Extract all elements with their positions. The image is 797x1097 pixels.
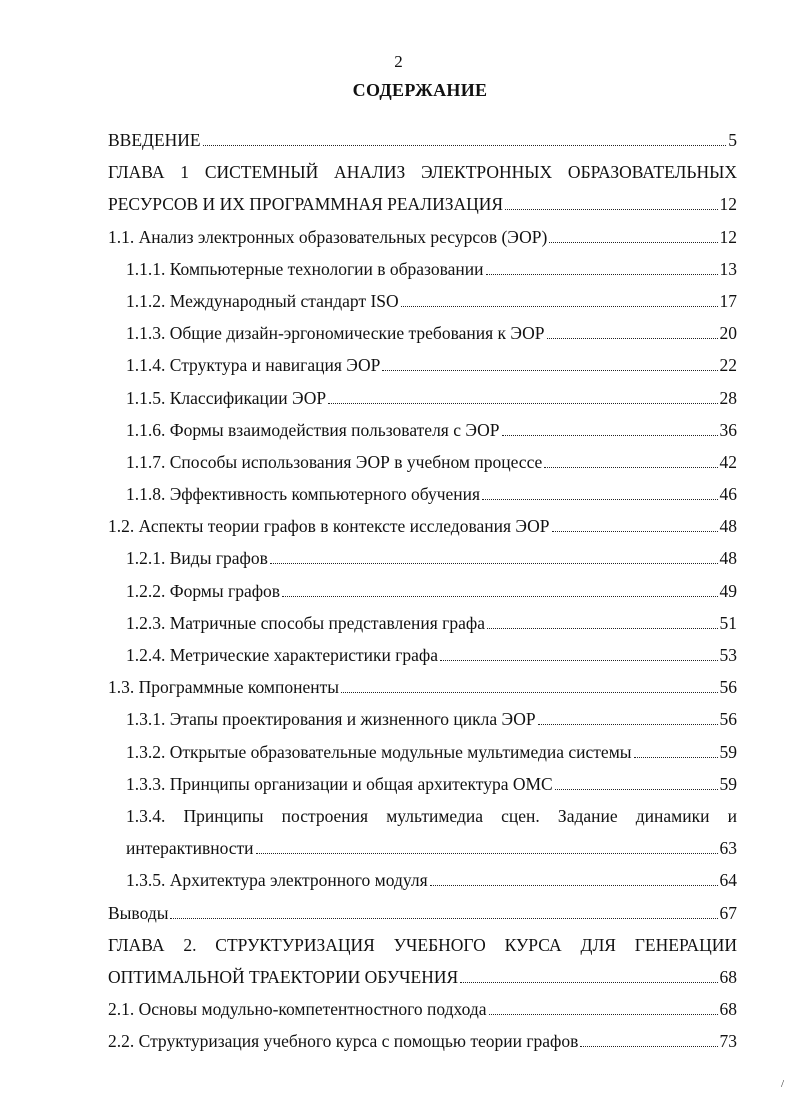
toc-entry[interactable] (108, 221, 737, 253)
toc-leader-dots (203, 145, 727, 146)
toc-leader-dots (482, 499, 717, 500)
toc-entry-label: 1.2.2. Формы графов (126, 580, 281, 601)
toc-entry-label: 1.1.7. Способы использования ЭОР в учебном процессе (126, 451, 543, 472)
toc-entry-label-line1: ГЛАВА 2. СТРУКТУРИЗАЦИЯ УЧЕБНОГО КУРСА ДЛЯ ГЕНЕРАЦИИ (108, 934, 737, 955)
toc-leader-dots (486, 274, 718, 275)
toc-entry[interactable] (108, 349, 737, 381)
toc-entry-label: 1.1.6. Формы взаимодействия пользователя с ЭОР (126, 419, 500, 440)
toc-page-number: 5 (728, 130, 737, 150)
toc-entry[interactable] (108, 639, 737, 671)
toc-entry-label-line2: РЕСУРСОВ И ИХ ПРОГРАММНАЯ РЕАЛИЗАЦИЯ (108, 194, 504, 215)
toc-leader-dots (256, 853, 718, 854)
toc-entry-label: 1.1.8. Эффективность компьютерного обучения (126, 484, 481, 505)
toc-entry[interactable] (108, 382, 737, 414)
toc-entry[interactable] (108, 317, 737, 349)
toc-page-number: 17 (719, 290, 737, 311)
toc-leader-dots (382, 370, 717, 371)
toc-page-number: 48 (719, 548, 737, 569)
toc-entry-label: 1.2. Аспекты теории графов в контексте исследования ЭОР (108, 516, 550, 537)
toc-entry-label-line2: ОПТИМАЛЬНОЙ ТРАЕКТОРИИ ОБУЧЕНИЯ (108, 966, 459, 987)
toc-leader-dots (555, 789, 718, 790)
toc-entry[interactable] (108, 414, 737, 446)
toc-entry[interactable] (108, 542, 737, 574)
toc-page-number: 73 (719, 1031, 737, 1052)
toc-entry[interactable] (108, 156, 737, 220)
toc-entry[interactable] (108, 607, 737, 639)
toc-entry-label: 1.3. Программные компоненты (108, 677, 339, 698)
toc-entry-label: 1.1.3. Общие дизайн-эргономические требования к ЭОР (126, 323, 545, 344)
toc-entry-label-line1: ГЛАВА 1 СИСТЕМНЫЙ АНАЛИЗ ЭЛЕКТРОННЫХ ОБРАЗОВАТЕЛЬНЫХ (108, 162, 737, 183)
toc-entry[interactable] (108, 703, 737, 735)
toc-leader-dots (270, 563, 718, 564)
toc-entry-label: 1.2.3. Матричные способы представления графа (126, 612, 485, 633)
toc-entry-label: 1.2.1. Виды графов (126, 548, 268, 569)
toc-entry-label: 2.1. Основы модульно-компетентностного подхода (108, 999, 487, 1020)
table-of-contents (108, 124, 737, 1057)
toc-page-number: 12 (719, 226, 737, 247)
toc-entry-label: 1.1.4. Структура и навигация ЭОР (126, 355, 381, 376)
scan-mark: / (781, 1078, 785, 1090)
toc-entry[interactable] (108, 864, 737, 896)
toc-leader-dots (401, 306, 718, 307)
toc-leader-dots (634, 757, 718, 758)
toc-leader-dots (544, 467, 717, 468)
toc-page-number: 56 (719, 709, 737, 730)
toc-entry-label: 1.3.3. Принципы организации и общая архитектура ОМС (126, 773, 553, 794)
toc-entry-label-line1: 1.3.4. Принципы построения мультимедиа сцен. Задание динамики и (126, 805, 737, 826)
toc-entry[interactable] (108, 253, 737, 285)
toc-page-number: 56 (719, 677, 737, 698)
toc-entry-label: Выводы (108, 902, 169, 923)
toc-page-number: 42 (719, 451, 737, 472)
toc-leader-dots (328, 403, 717, 404)
toc-page-number: 28 (719, 387, 737, 408)
toc-leader-dots (538, 724, 718, 725)
toc-page-number: 12 (719, 194, 737, 215)
toc-leader-dots (460, 982, 717, 983)
toc-entry[interactable] (108, 800, 737, 864)
toc-entry[interactable] (108, 993, 737, 1025)
toc-leader-dots (549, 242, 717, 243)
toc-entry[interactable] (108, 736, 737, 768)
toc-entry-label: 1.1.5. Классификации ЭОР (126, 387, 327, 408)
toc-entry[interactable] (108, 285, 737, 317)
toc-page-number: 20 (719, 323, 737, 344)
toc-leader-dots (282, 596, 717, 597)
toc-entry[interactable] (108, 897, 737, 929)
toc-entry[interactable] (108, 446, 737, 478)
toc-leader-dots (502, 435, 718, 436)
toc-entry-label: ВВЕДЕНИЕ (108, 130, 201, 150)
page-number: 2 (394, 52, 403, 71)
toc-entry[interactable] (108, 929, 737, 993)
toc-page-number: 68 (719, 966, 737, 987)
toc-page-number: 64 (719, 870, 737, 891)
toc-entry[interactable] (108, 768, 737, 800)
toc-entry[interactable] (108, 1025, 737, 1057)
toc-entry-label: 2.2. Структуризация учебного курса с помощью теории графов (108, 1031, 579, 1052)
toc-entry[interactable] (108, 124, 737, 156)
toc-leader-dots (440, 660, 717, 661)
toc-entry[interactable] (108, 671, 737, 703)
toc-leader-dots (580, 1046, 717, 1047)
toc-page-number: 22 (719, 355, 737, 376)
toc-entry-label: 1.3.5. Архитектура электронного модуля (126, 870, 428, 891)
toc-leader-dots (170, 918, 717, 919)
toc-page-number: 63 (719, 838, 737, 859)
toc-leader-dots (505, 209, 717, 210)
toc-entry-label: 1.1.2. Международный стандарт ISO (126, 290, 399, 311)
toc-entry-label: 1.3.1. Этапы проектирования и жизненного цикла ЭОР (126, 709, 536, 730)
toc-page-number: 59 (719, 741, 737, 762)
toc-entry[interactable] (108, 510, 737, 542)
toc-leader-dots (489, 1014, 718, 1015)
toc-page-number: 51 (719, 612, 737, 633)
toc-leader-dots (487, 628, 718, 629)
toc-entry[interactable] (108, 478, 737, 510)
toc-page-number: 48 (719, 516, 737, 537)
toc-entry-label: 1.3.2. Открытые образовательные модульные мультимедиа системы (126, 741, 632, 762)
toc-leader-dots (430, 885, 718, 886)
toc-page-number: 13 (719, 258, 737, 279)
toc-page-number: 59 (719, 773, 737, 794)
toc-entry-label: 1.1.1. Компьютерные технологии в образовании (126, 258, 484, 279)
toc-page-number: 36 (719, 419, 737, 440)
toc-leader-dots (547, 338, 718, 339)
toc-entry-label: 1.2.4. Метрические характеристики графа (126, 645, 439, 666)
toc-page-number: 46 (719, 484, 737, 505)
toc-leader-dots (341, 692, 718, 693)
toc-entry[interactable] (108, 575, 737, 607)
toc-page-number: 53 (719, 645, 737, 666)
toc-leader-dots (552, 531, 718, 532)
toc-page-number: 67 (719, 902, 737, 923)
toc-page-number: 49 (719, 580, 737, 601)
page-title: СОДЕРЖАНИЕ (352, 80, 488, 100)
toc-page-number: 68 (719, 999, 737, 1020)
toc-entry-label: 1.1. Анализ электронных образовательных ресурсов (ЭОР) (108, 226, 548, 247)
toc-entry-label-line2: интерактивности (126, 838, 254, 859)
